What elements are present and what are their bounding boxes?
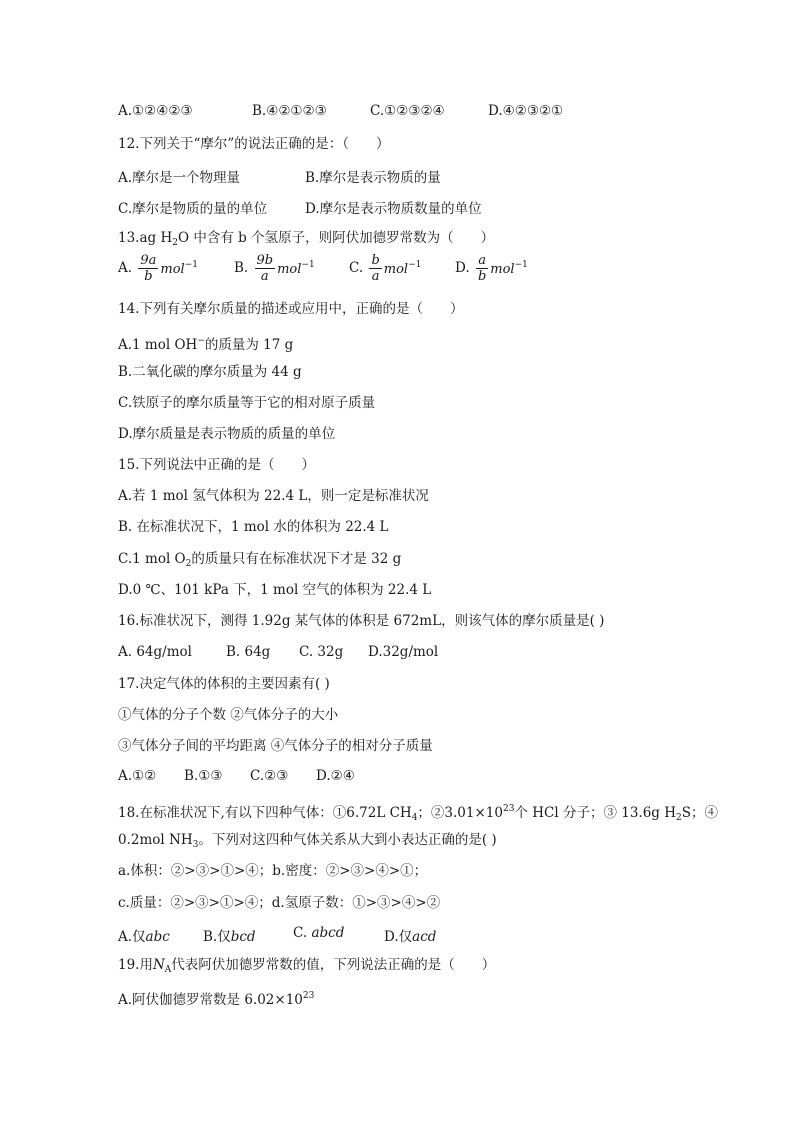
- q16-option-b: B. 64g: [226, 644, 271, 660]
- q16-option-d: D.32g/mol: [368, 644, 439, 660]
- q19-stem: 19.用$N_A$代表阿伏加德罗常数的值，下列说法正确的是（ ）: [118, 957, 496, 975]
- fraction: $\frac{b}{a}$: [371, 253, 380, 284]
- q13-option-c: C. $\frac{b}{a}$ mol$^{-1}$: [349, 253, 422, 284]
- q13-option-d: D. $\frac{a}{b}$ mol$^{-1}$: [455, 253, 528, 284]
- q17-factors-1: ①气体的分子个数 ②气体分子的大小: [118, 707, 339, 723]
- q15-option-a: A.若 1 mol 氢气体积为 22.4 L，则一定是标准状况: [118, 488, 429, 504]
- q17-stem: 17.决定气体的体积的主要因素有( ): [118, 676, 330, 692]
- q11-option-a: A.①②④②③: [118, 103, 193, 119]
- fraction: $\frac{9b}{a}$: [256, 253, 274, 284]
- q16-stem: 16.标准状况下，测得 1.92g 某气体的体积是 672mL，则该气体的摩尔质量是( ): [118, 613, 605, 629]
- q17-factors-2: ③气体分子间的平均距离 ④气体分子的相对分子质量: [118, 738, 433, 754]
- q15-stem: 15.下列说法中正确的是（ ）: [118, 457, 315, 473]
- q18-option-d: D.仅acd: [384, 929, 437, 945]
- fraction: $\frac{a}{b}$: [477, 253, 487, 284]
- q17-option-d: D.②④: [316, 768, 355, 784]
- q11-option-b: B.④②①②③: [252, 103, 327, 119]
- q18-statement-ab: a.体积：②>③>①>④；b.密度：②>③>④>①；: [118, 863, 428, 879]
- q14-option-b: B.二氧化碳的摩尔质量为 44 g: [118, 364, 302, 380]
- q15-option-b: B. 在标准状况下，1 mol 水的体积为 22.4 L: [118, 519, 389, 535]
- q12-option-a: A.摩尔是一个物理量: [118, 170, 241, 186]
- q18-option-c: C. abcd: [293, 925, 345, 941]
- q12-option-b: B.摩尔是表示物质的量: [305, 170, 441, 186]
- q17-option-a: A.①②: [118, 768, 157, 784]
- q14-option-d: D.摩尔质量是表示物质的质量的单位: [118, 426, 336, 442]
- q16-option-a: A. 64g/mol: [118, 644, 192, 660]
- q18-option-b: B.仅bcd: [203, 929, 256, 945]
- q18-statement-cd: c.质量：②>③>①>④；d.氢原子数：①>③>④>②: [118, 895, 441, 911]
- q19-option-a: A.阿伏伽德罗常数是 $6.02\times 10^{23}$: [118, 991, 315, 1008]
- q15-option-c: C.1 mol $O_2$的质量只有在标准状况下才是 32 g: [118, 551, 402, 569]
- q12-stem: 12.下列关于“摩尔”的说法正确的是：（ ）: [118, 136, 390, 152]
- q13-stem: 13.ag $H_2O$ 中含有 b 个氢原子，则阿伏加德罗常数为（ ）: [118, 230, 495, 248]
- fraction: $\frac{9a}{b}$: [140, 253, 157, 284]
- q12-option-d: D.摩尔是表示物质数量的单位: [305, 201, 482, 217]
- q14-stem: 14.下列有关摩尔质量的描述或应用中，正确的是（ ）: [118, 301, 464, 317]
- q17-option-b: B.①③: [184, 768, 223, 784]
- q18-stem-cont: 0.2mol $NH_3$。下列对这四种气体关系从大到小表达正确的是( ): [118, 832, 497, 850]
- q14-option-c: C.铁原子的摩尔质量等于它的相对原子质量: [118, 395, 376, 411]
- q15-option-d: D.0 ℃、101 kPa 下，1 mol 空气的体积为 22.4 L: [118, 582, 432, 598]
- q11-option-d: D.④②③②①: [488, 103, 564, 119]
- q14-option-a: A.1 mol OH−的质量为 17 g: [118, 336, 294, 353]
- q16-option-c: C. 32g: [299, 644, 344, 660]
- q13-option-b: B. $\frac{9b}{a}$ mol$^{-1}$: [234, 253, 315, 284]
- q18-stem: 18.在标准状况下,有以下四种气体：①6.72L $CH_4$；$②3.01\times 10^{23}$个 HCl 分子；③ 13.6g $H_2S$；④: [118, 804, 718, 823]
- q17-option-c: C.②③: [250, 768, 289, 784]
- q11-option-c: C.①②③②④: [370, 103, 445, 119]
- q18-option-a: A.仅abc: [118, 929, 170, 945]
- q13-option-a: A. $\frac{9a}{b}$ mol$^{-1}$: [118, 253, 198, 284]
- q12-option-c: C.摩尔是物质的量的单位: [118, 201, 268, 217]
